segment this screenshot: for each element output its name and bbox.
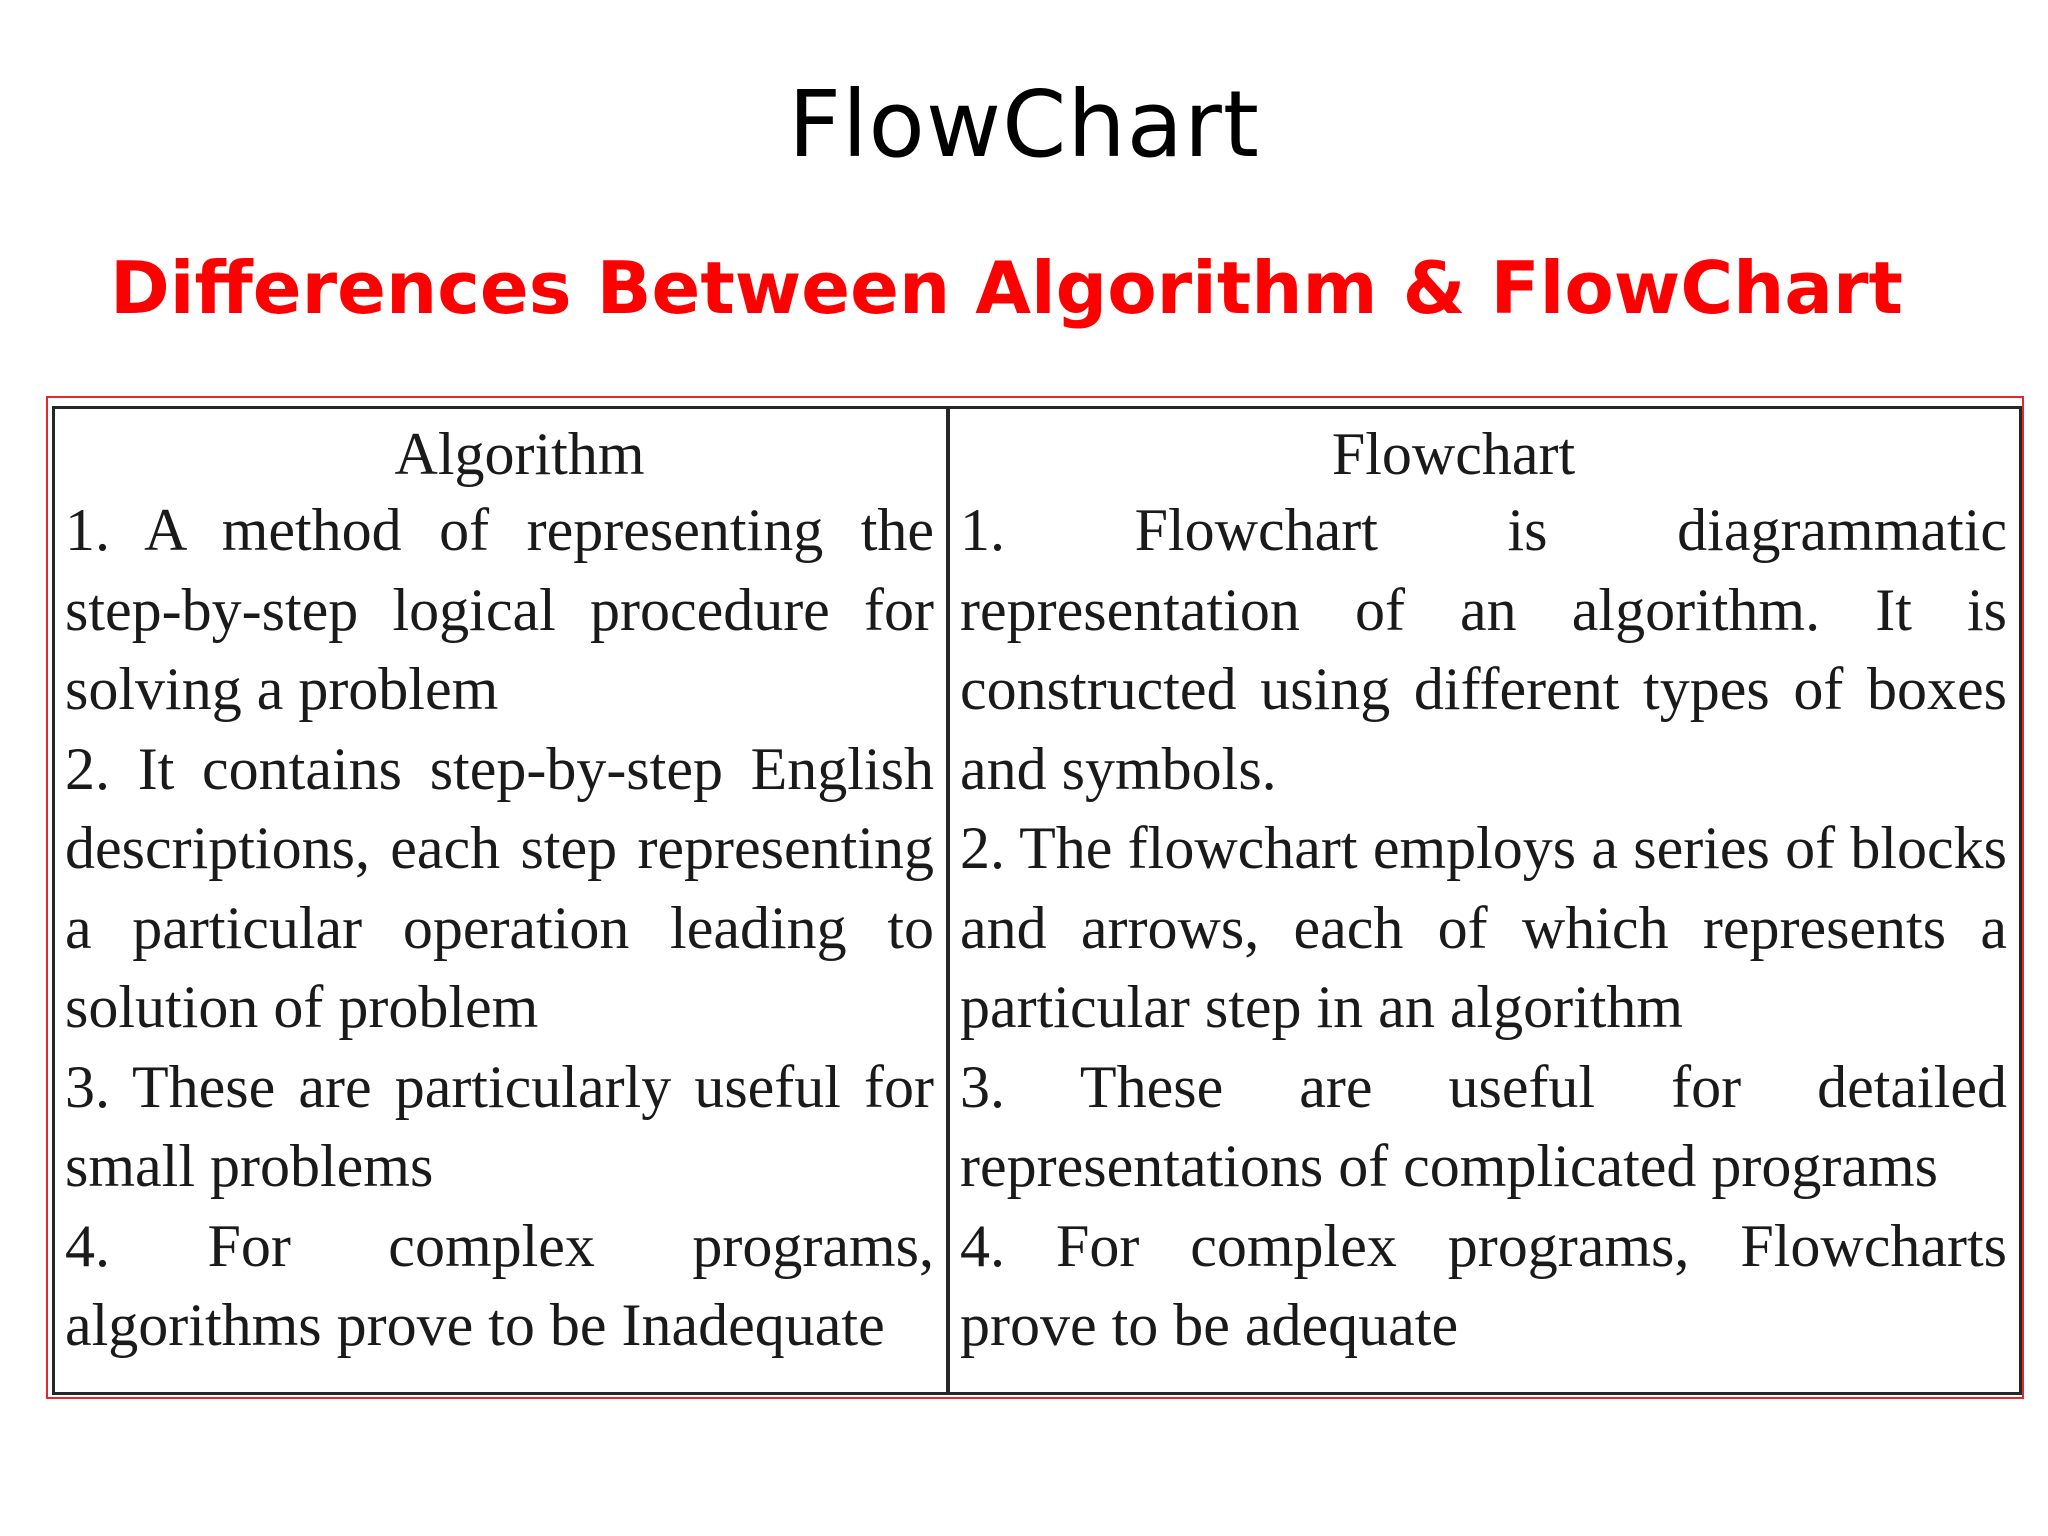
algorithm-item-2: 2. It contains step-by-step English descriptions, each step representing a particular operation leading to solution of problem bbox=[65, 735, 934, 1040]
flowchart-item-1: 1. Flowchart is diagrammatic representation of an algorithm. It is constructed using different types of boxes and symbols. bbox=[960, 497, 2007, 802]
algorithm-header: Algorithm bbox=[394, 421, 645, 487]
comparison-table bbox=[52, 406, 2022, 1395]
algorithm-column bbox=[55, 409, 950, 1392]
algorithm-item-1: 1. A method of representing the step-by-step logical procedure for solving a problem bbox=[65, 497, 934, 722]
flowchart-header: Flowchart bbox=[1331, 421, 1576, 487]
slide-title: FlowChart bbox=[788, 71, 1260, 178]
flowchart-item-2: 2. The flowchart employs a series of blocks and arrows, each of which represents a particular step in an algorithm bbox=[960, 815, 2007, 1040]
flowchart-item-3: 3. These are useful for detailed representations of complicated programs bbox=[960, 1053, 2007, 1199]
comparison-table-frame bbox=[46, 396, 2024, 1399]
algorithm-item-4: 4. For complex programs, algorithms prove to be Inadequate bbox=[65, 1212, 934, 1358]
algorithm-item-3: 3. These are particularly useful for small problems bbox=[65, 1053, 934, 1199]
flowchart-column bbox=[950, 409, 2019, 1392]
slide-subtitle: Differences Between Algorithm & FlowChart bbox=[110, 246, 1903, 330]
flowchart-item-4: 4. For complex programs, Flowcharts prove to be adequate bbox=[960, 1212, 2007, 1358]
